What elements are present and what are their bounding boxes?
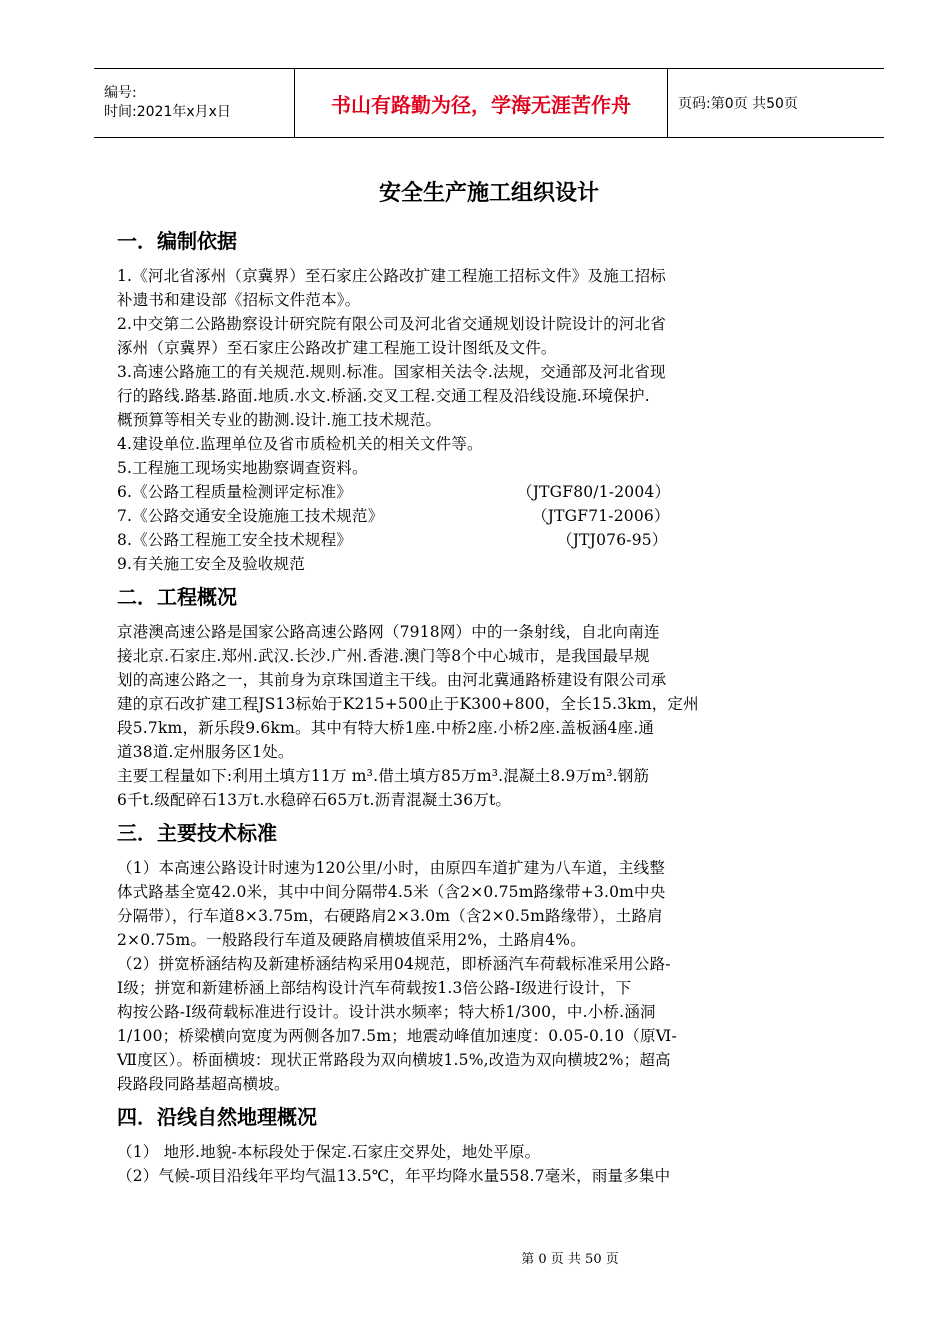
paragraph-line: 5.工程施工现场实地勘察调查资料。 — [117, 459, 368, 477]
standard-reference — [117, 504, 862, 528]
standard-name: 7.《公路交通安全设施施工技术规范》 — [117, 507, 384, 525]
standard-code: （JTGF80/1-2004） — [517, 483, 671, 501]
paragraph-line: 涿州（京冀界）至石家庄公路改扩建工程施工设计图纸及文件。 — [117, 339, 557, 357]
paragraph-line: Ⅶ度区）。桥面横坡：现状正常路段为双向横坡1.5%,改造为双向横坡2%；超高 — [117, 1051, 671, 1069]
paragraph-line: 体式路基全宽42.0米，其中中间分隔带4.5米（含2×0.75m路缘带+3.0m中央 — [117, 883, 666, 901]
standard-reference — [117, 528, 862, 552]
standard-code: （JTGF71-2006） — [532, 507, 670, 525]
paragraph-line: 构按公路-Ⅰ级荷载标准进行设计。设计洪水频率；特大桥1/300，中.小桥.涵洞 — [117, 1003, 656, 1021]
paragraph-line: 建的京石改扩建工程JS13标始于K215+500止于K300+800，全长15.3km，定州 — [117, 695, 699, 713]
header-page-number: 页码:第0页 共50页 — [678, 96, 798, 112]
paragraph-line: 1.《河北省涿州（京冀界）至石家庄公路改扩建工程施工招标文件》及施工招标 — [117, 267, 666, 285]
paragraph-line: （2）气候-项目沿线年平均气温13.5℃，年平均降水量558.7毫米，雨量多集中 — [117, 1167, 671, 1185]
document-time-label: 时间:2021年x月x日 — [104, 104, 231, 120]
page-header — [94, 68, 884, 138]
paragraph-line: （1） 地形.地貌-本标段处于保定.石家庄交界处，地处平原。 — [117, 1143, 541, 1161]
paragraph-line: 行的路线.路基.路面.地质.水文.桥涵.交叉工程.交通工程及沿线设施.环境保护. — [117, 387, 650, 405]
section-geography — [117, 1100, 862, 1188]
paragraph-line: 接北京.石家庄.郑州.武汉.长沙.广州.香港.澳门等8个中心城市，是我国最早规 — [117, 647, 650, 665]
paragraph-line: 2×0.75m。一般路段行车道及硬路肩横坡值采用2%，土路肩4%。 — [117, 931, 586, 949]
section-heading: 三．主要技术标准 — [117, 821, 277, 845]
paragraph-line: 3.高速公路施工的有关规范.规则.标准。国家相关法令.法规，交通部及河北省现 — [117, 363, 666, 381]
paragraph-line: （2）拼宽桥涵结构及新建桥涵结构采用04规范，即桥涵汽车荷载标准采用公路- — [117, 955, 671, 973]
standard-name: 8.《公路工程施工安全技术规程》 — [117, 531, 352, 549]
paragraph-line: 分隔带），行车道8×3.75m，右硬路肩2×3.0m（含2×0.5m路缘带），土路肩 — [117, 907, 663, 925]
section-heading: 四．沿线自然地理概况 — [117, 1105, 317, 1129]
section-heading: 一．编制依据 — [117, 229, 237, 253]
section-heading: 二．工程概况 — [117, 585, 237, 609]
paragraph-line: （1）本高速公路设计时速为120公里/小时，由原四车道扩建为八车道，主线整 — [117, 859, 666, 877]
paragraph-line: 1/100；桥梁横向宽度为两侧各加7.5m；地震动峰值加速度：0.05-0.10（原Ⅵ- — [117, 1027, 677, 1045]
paragraph-line: 段路段同路基超高横坡。 — [117, 1075, 290, 1093]
standard-code: （JTJ076-95） — [557, 531, 668, 549]
paragraph-line: 概预算等相关专业的勘测.设计.施工技术规范。 — [117, 411, 442, 429]
section-technical-standards — [117, 816, 862, 1096]
header-motto: 书山有路勤为径，学海无涯苦作舟 — [295, 69, 668, 137]
paragraph-line: 段5.7km，新乐段9.6km。其中有特大桥1座.中桥2座.小桥2座.盖板涵4座.通 — [117, 719, 655, 737]
standard-name: 6.《公路工程质量检测评定标准》 — [117, 483, 352, 501]
paragraph-line: 4.建设单位.监理单位及省市质检机关的相关文件等。 — [117, 435, 483, 453]
section-basis — [117, 224, 862, 576]
section-overview — [117, 580, 862, 812]
standard-reference — [117, 480, 862, 504]
header-meta — [94, 69, 295, 137]
paragraph-line: Ⅰ级；拼宽和新建桥涵上部结构设计汽车荷载按1.3倍公路-Ⅰ级进行设计，下 — [117, 979, 632, 997]
paragraph-line: 道38道.定州服务区1处。 — [117, 743, 294, 761]
document-title: 安全生产施工组织设计 — [378, 181, 599, 206]
paragraph-line: 主要工程量如下:利用土填方11万 m³.借土填方85万m³.混凝土8.9万m³.钢筋 — [117, 767, 650, 785]
footer-page-number: 第 0 页 共 50 页 — [521, 1252, 619, 1267]
paragraph-line: 京港澳高速公路是国家公路高速公路网（7918网）中的一条射线，自北向南连 — [117, 623, 660, 641]
paragraph-line: 6千t.级配碎石13万t.水稳碎石65万t.沥青混凝土36万t。 — [117, 791, 512, 809]
page-footer — [0, 1248, 950, 1267]
document-body — [117, 224, 862, 1188]
paragraph-line: 9.有关施工安全及验收规范 — [117, 555, 305, 573]
paragraph-line: 划的高速公路之一，其前身为京珠国道主干线。由河北冀通路桥建设有限公司承 — [117, 671, 667, 689]
document-number-label: 编号: — [104, 85, 137, 101]
paragraph-line: 2.中交第二公路勘察设计研究院有限公司及河北省交通规划设计院设计的河北省 — [117, 315, 666, 333]
paragraph-line: 补遗书和建设部《招标文件范本》。 — [117, 291, 361, 309]
